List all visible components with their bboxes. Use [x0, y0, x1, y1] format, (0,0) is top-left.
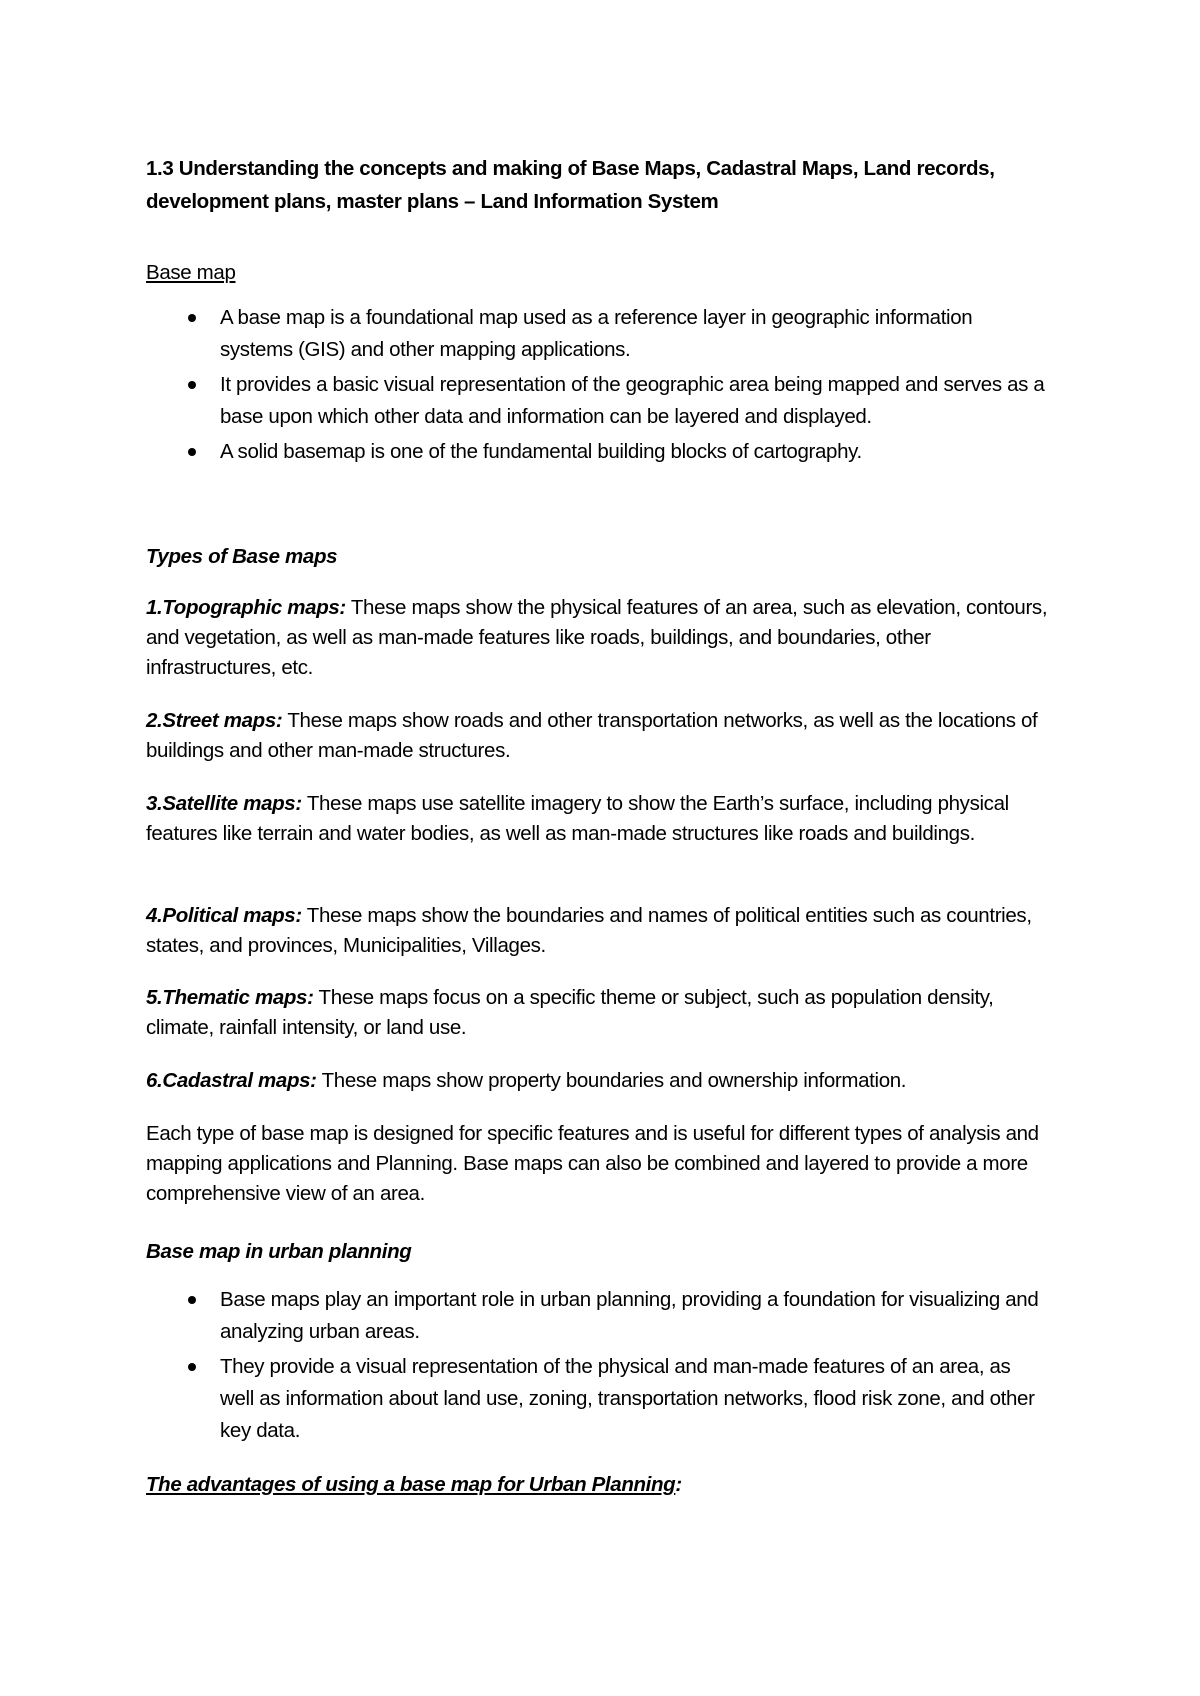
bullet-icon [188, 1296, 196, 1304]
advantages-heading: The advantages of using a base map for Urban Planning: [146, 1473, 682, 1496]
types-summary: Each type of base map is designed for specific features and is useful for different types of analysis and mapping applications and Planning. Base maps can also be combined and layered to provide a more comprehensive view of an area. [146, 1122, 1039, 1205]
bullet-icon [188, 314, 196, 322]
list-item: A solid basemap is one of the fundamental building blocks of cartography. [146, 436, 1046, 468]
type-paragraph: 5.Thematic maps: These maps focus on a specific theme or subject, such as population density, climate, rainfall intensity, or land use. [146, 986, 994, 1039]
type-paragraph: 4.Political maps: These maps show the boundaries and names of political entities such as countries, states, and provinces, Municipalities, Villages. [146, 904, 1032, 957]
type-paragraph: 1.Topographic maps: These maps show the physical features of an area, such as elevation, contours, and vegetation, as well as man-made features like roads, buildings, and boundaries, other infrastructures, etc. [146, 596, 1048, 679]
type-paragraph: 6.Cadastral maps: These maps show property boundaries and ownership information. [146, 1069, 907, 1092]
urban-bullet-list [146, 1284, 1046, 1450]
urban-heading: Base map in urban planning [146, 1240, 412, 1263]
list-item: A base map is a foundational map used as a reference layer in geographic information systems (GIS) and other mapping applications. [146, 302, 1046, 366]
bullet-icon [188, 448, 196, 456]
document-title: 1.3 Understanding the concepts and making of Base Maps, Cadastral Maps, Land records, development plans, master plans – Land Information System [146, 157, 995, 213]
base-map-bullet-list [146, 302, 1046, 471]
bullet-icon [188, 381, 196, 389]
list-item: They provide a visual representation of the physical and man-made features of an area, as well as information about land use, zoning, transportation networks, flood risk zone, and other key data. [146, 1351, 1046, 1447]
bullet-icon [188, 1363, 196, 1371]
type-paragraph: 2.Street maps: These maps show roads and other transportation networks, as well as the locations of buildings and other man-made structures. [146, 709, 1038, 762]
type-paragraph: 3.Satellite maps: These maps use satellite imagery to show the Earth’s surface, including physical features like terrain and water bodies, as well as man-made structures like roads and buildings. [146, 792, 1009, 845]
list-item: It provides a basic visual representation of the geographic area being mapped and serves as a base upon which other data and information can be layered and displayed. [146, 369, 1046, 433]
base-map-heading: Base map [146, 261, 236, 284]
list-item: Base maps play an important role in urban planning, providing a foundation for visualizing and analyzing urban areas. [146, 1284, 1046, 1348]
types-heading: Types of Base maps [146, 545, 338, 568]
